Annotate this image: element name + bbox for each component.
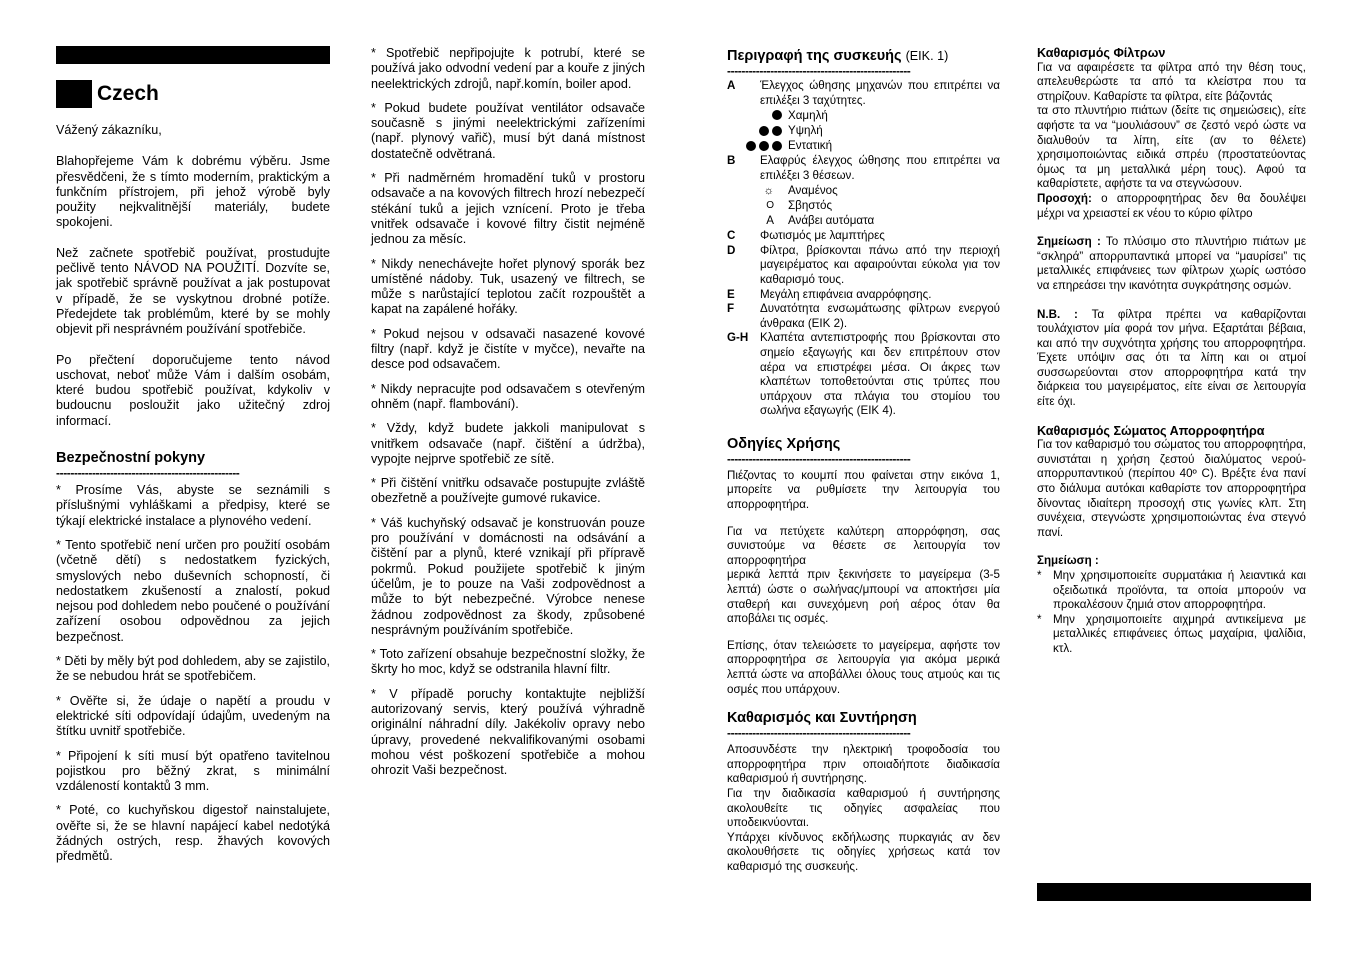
legend-text: Φίλτρα, βρίσκονται πάνω από την περιοχή μαγειρέματος και αφαιρούνται εύκολα για τον καθαρισμό τους.: [760, 243, 1000, 286]
legend-item: [727, 244, 1000, 288]
body-cleaning-title: Καθαρισμός Σώματος Απορροφητήρα: [1037, 423, 1265, 438]
safety-item: * Váš kuchyňský odsavač je konstruován pouze pro používání v domácnosti na odsávání a čištění par a plynů, které vznikají při přípravě pokrmů. Pokud použijete spotřebič k jiným účelům, je to pouze na Vaši zodpovědnost a může to být nebezpečné. Výrobce nenese žádnou zodpovědnost za škody, způsobené nesprávným používáním spotřebiče.: [371, 515, 645, 637]
description-title-text: Περιγραφή της συσκευής: [727, 48, 902, 64]
legend-text: Ελαφρύς έλεγχος ώθησης που επιτρέπει να επιλέξει 3 θέσεων.: [760, 154, 1000, 182]
speed-dot-icon: [759, 126, 769, 136]
header-bar: [56, 46, 330, 64]
safety-item: * Tento spotřebič není určen pro použití osobám (včetně dětí) s nedostatkem fyzických, smyslových nebo duševních schopností, či nedostatkem zkušeností a znalostí, pokud nejsou pod dohledem nebo poučené o používání zařízení osobou odpovědnou za jejich bezpečnost.: [56, 537, 330, 644]
safety-item: * Vždy, když budete jakkoli manipulovat s vnitřkem odsavače (např. čištění a údržba), vypojte nejprve spotřebič ze sítě.: [371, 421, 645, 466]
divider: ---------------------------------------------------: [727, 452, 911, 466]
legend-item: [727, 229, 1000, 244]
safety-item: * Při čištění vnitřku odsavače postupujte zvláště obezřetně a používejte gumové rukavice.: [371, 476, 645, 506]
legend-key: A: [727, 79, 736, 92]
note-2-item: [1037, 569, 1306, 613]
speed-dot-icon: [772, 126, 782, 136]
note-2-label: Σημείωση :: [1037, 554, 1099, 568]
bullet-icon: *: [1037, 612, 1042, 626]
intro-paragraph: Než začnete spotřebič používat, prostudujte pečlivě tento NÁVOD NA POUŽITÍ. Dozvíte se, jak spotřebič správně používat a jak postupovat v případě, že se vyskytnou drobné potíže. Předejdete tak problémům, které by se mohly objevit při nesprávném používání spotřebiče.: [56, 245, 330, 337]
safety-item: * Prosíme Vás, abyste se seznámili s příslušnými vyhláškami a předpisy, které se týkají elektrické instalace a plynového vedení.: [56, 483, 330, 528]
note-1: [1037, 235, 1306, 293]
note-2-text: Μην χρησιμοποιείτε αιχμηρά αντικείμενα με μεταλλικές επιφάνειες όπως μαχαίρια, ψαλίδια, κτλ.: [1053, 612, 1306, 655]
safety-item: * Nikdy nepracujte pod odsavačem s otevřeným ohněm (např. flambování).: [371, 381, 645, 411]
nb-label: N.B. :: [1037, 307, 1078, 321]
legend-text: Δυνατότητα ενσωμάτωσης φίλτρων ενεργού άνθρακα (ΕΙΚ 2).: [760, 302, 1000, 330]
attention-text: ο απορροφητήρας δεν θα δουλέψει μέχρι να χρειαστεί εκ νέου το κύριο φίλτρο: [1037, 191, 1306, 220]
nb-note: [1037, 308, 1306, 410]
speed-dots-2: [727, 124, 788, 139]
legend-item: [727, 331, 1000, 419]
filter-title: Καθαρισμός Φίλτρων: [1037, 46, 1166, 60]
safety-item: * Poté, co kuchyňskou digestoř nainstalujete, ověřte si, že se hlavní napájecí kabel nedotýká žádných ostrých, resp. žhavých kovových předmětů.: [56, 803, 330, 864]
speed-label: Υψηλή: [788, 123, 823, 137]
note-2-item: [1037, 613, 1306, 657]
attention-note: [1037, 192, 1306, 221]
light-off-icon: O: [766, 199, 774, 211]
column-3: [727, 47, 1000, 875]
speed-dots-3: [727, 139, 788, 154]
description-title: [727, 47, 1000, 65]
column-2: [371, 46, 645, 778]
divider: ---------------------------------------------------: [727, 727, 911, 741]
language-title: Czech: [97, 82, 159, 105]
light-option: [727, 214, 1000, 229]
legend-text: Κλαπέτα αντεπιστροφής που βρίσκονται στο σημείο εξαγωγής και δεν επιτρέπουν στον αέρα να επιστρέφει μέσα. Οι άκρες των κλαπέτων τοποθετούνται στις τρύπες που υπάρχουν στα πλάγια του στομίου του σωλήνα εξαγωγής (ΕΙΚ 4).: [760, 331, 1000, 418]
safety-item: * Ověřte si, že údaje o napětí a proudu v elektrické síti odpovídají údajům, uvedeným na štítku uvnitř spotřebiče.: [56, 693, 330, 739]
light-auto-icon: A: [766, 214, 774, 228]
legend-item: [727, 288, 1000, 303]
language-heading: [56, 80, 159, 108]
bullet-icon: *: [1037, 569, 1042, 582]
legend-key: F: [727, 302, 735, 316]
legend-text: Μεγάλη επιφάνεια αναρρόφησης.: [760, 287, 932, 301]
intro-paragraph: Po přečtení doporučujeme tento návod uschovat, neboť může Vám i dalším osobám, které budou spotřebič používat, kdykoliv v budoucnu posloužit jako užitečný zdroj informací.: [56, 352, 330, 428]
safety-item: * Toto zařízení obsahuje bezpečnostní složky, že škrty ho moc, když se odstranila hlavní filtr.: [371, 647, 645, 677]
safety-item: * Připojení k síti musí být opatřeno tavitelnou pojistkou pro běžný zkrat, s minimální vzdáleností kontaktů 3 mm.: [56, 748, 330, 794]
speed-dot-icon: [759, 141, 769, 151]
legend-item: [727, 154, 1000, 183]
speed-dot-icon: [746, 141, 756, 151]
use-title: Οδηγίες Χρήσης: [727, 435, 841, 452]
divider: ---------------------------------------------------: [56, 467, 240, 481]
legend-text: Φωτισμός με λαμπτήρες: [760, 229, 885, 243]
cleaning-paragraph: Αποσυνδέστε την ηλεκτρική τροφοδοσία του απορροφητήρα πριν οποιαδήποτε διαδικασία καθαρισμού ή συντήρησης. Για την διαδικασία καθαρισμού ή συντήρησης ακολουθείτε τις οδηγίες ασφαλείας που υποδεικνύονται. Υπάρχει κίνδυνος εκδήλωσης πυρκαγιάς αν δεν ακολουθήσετε τις οδηγίες χρήσεως κατά τον καθαρισμό της συσκευής.: [727, 743, 1000, 873]
cleaning-title: Καθαρισμός και Συντήρηση: [727, 710, 917, 727]
safety-item: * Pokud nejsou v odsavači nasazené kovové filtry (např. když je čistíte v myčce), nevařte na desce pod odsavačem.: [371, 326, 645, 372]
column-1: [56, 123, 330, 865]
attention-label: Προσοχή:: [1037, 191, 1092, 205]
safety-title: Bezpečnostní pokyny: [56, 450, 206, 467]
column-4: [1037, 46, 1306, 657]
light-on-icon: ☼: [763, 183, 774, 197]
legend-key: B: [727, 154, 736, 168]
light-label: Ανάβει αυτόματα: [788, 214, 875, 228]
legend-key: G-H: [727, 331, 749, 345]
safety-item: * V případě poruchy kontaktujte nejbližší autorizovaný servis, který používá výhradně originální náhradní díly. Jakékoliv opravy nebo úpravy, provedené nekvalifikovanými osobami mohou vést poškození spotřebiče a mohou ohrozit Vaši bezpečnost.: [371, 686, 645, 778]
language-marker: [56, 80, 92, 108]
note-1-text: Το πλύσιμο στο πλυντήριο πιάτων με “σκληρά” απορρυπαντικά μπορεί να “μαυρίσει” τις μεταλλικές επιφάνειες των φίλτρων χωρίς ωστόσο να επηρεάσει την ικανότητα συγκράτησης οσμών.: [1037, 235, 1306, 292]
legend-key: D: [727, 243, 736, 257]
use-paragraph: Για να πετύχετε καλύτερη απορρόφηση, σας συνιστούμε να θέσετε σε λειτουργία τον απορροφητήρα μερικά λεπτά πριν ξεκινήσετε το μαγείρεμα (3-5 λεπτά) ώστε ο σωλήνας/μπουρί να αποκτήσει μία σταθερή και συνεχόμενη ροή αέρος όταν θα αποβάλει τις οσμές.: [727, 524, 1000, 626]
body-cleaning-text: Για τον καθαρισμό του σώματος του απορροφητήρα, συνιστάται η χρήση ζεστού διαλύματος νερού-απορρυπαντικού (περίπου 40º C). Βρέξτε ένα πανί στο διάλυμα αυτόκαι καθαρίστε τον απορροφητήρα δίνοντας ιδιαίτερη προσοχή στις γωνίες κλπ. Στη συνέχεια, στεγνώστε χρησιμοποιώντας ένα στεγνό πανί.: [1037, 438, 1306, 539]
legend-key: C: [727, 229, 736, 243]
speed-label: Εντατική: [788, 139, 833, 153]
greeting: Vážený zákazníku,: [56, 123, 162, 137]
footer-bar: [1037, 883, 1311, 901]
safety-item: * Nikdy nenechávejte hořet plynový sporák bez umístěné nádoby. Tuk, usazený ve filtrech, se může s narůstající teplotou začít rozpouštět a kapat na zapálené hořáky.: [371, 256, 645, 317]
legend-item: [727, 302, 1000, 331]
note-2-text: Μην χρησιμοποιείτε συρματάκια ή λειαντικά και οξειδωτικά προϊόντα, τα οποία μπορούν να προκαλέσουν ζημιά στον απορροφητήρα.: [1053, 569, 1306, 612]
speed-dot-icon: [772, 110, 782, 120]
filter-text: Για να αφαιρέσετε τα φίλτρα από την θέση τους, απελευθερώστε τα από τα κλείστρα που τα στηρίζουν. Καθαρίστε τα φίλτρα, είτε βάζοντάς τα στο πλυντήριο πιάτων (δείτε τις σημειώσεις), είτε αφήστε τα να “μουλιάσουν” σε ζεστό νερό ώστε να διαλυθούν τα λίπη, είτε (αν το θέλετε) χρησιμοποιώντας ειδικά σπρέυ (προστατεύοντας όμως τα μη μεταλλικά μέρη τους). Αφού τα καθαρίστετε, αφήστε τα να στεγνώσουν.: [1037, 60, 1306, 191]
speed-label: Χαμηλή: [788, 108, 828, 122]
light-label: Σβηστός: [788, 198, 833, 212]
speed-option: [727, 108, 1000, 123]
light-option: [727, 183, 1000, 198]
safety-item: * Děti by měly být pod dohledem, aby se zajistilo, že se nebudou hrát se spotřebičem.: [56, 654, 330, 684]
nb-text: Τα φίλτρα πρέπει να καθαρίζονται τουλάχιστον μία φορά τον μήνα. Εξαρτάται βέβαια, και από την συχνότητα χρήσης του απορροφητήρα. Έχετε υπόψιν σας ότι τα λίπη και οι ατμοί συσσωρεύονται στον απορροφητήρα κατά την διάρκεια του μαγειρέματος, είτε είναι σε λειτουργία είτε όχι.: [1037, 307, 1306, 409]
legend-text: Έλεγχος ώθησης μηχανών που επιτρέπει να επιλέξει 3 ταχύτητες.: [760, 79, 1000, 107]
light-label: Αναμένος: [788, 183, 838, 197]
divider: ---------------------------------------------------: [727, 65, 911, 78]
intro-paragraph: Blahopřejeme Vám k dobrému výběru. Jsme přesvědčeni, že s tímto moderním, praktickým a funkčním přístrojem, při jehož výrobě byly použity nejkvalitnější materiály, budete spokojeni.: [56, 154, 330, 230]
speed-dot-icon: [772, 141, 782, 151]
description-figure-ref: (ΕΙΚ. 1): [905, 49, 949, 63]
speed-option: [727, 139, 1000, 154]
speed-dots-1: [727, 109, 788, 124]
use-paragraph: Επίσης, όταν τελειώσετε το μαγείρεμα, αφήστε τον απορροφητήρα σε λειτουργία για ακόμα μερικά λεπτά ώστε να αποβάλλει όλους τους ατμούς και τις οσμές που υπάρχουν.: [727, 638, 1000, 696]
safety-item: * Při nadměrném hromadění tuků v prostoru odsavače a na kovových filtrech hrozí nebezpečí stékání tuků a jejich vznícení. Proto je třeba vnitřek odsavače i kovové filtry čistit nejméně jednou za měsíc.: [371, 171, 645, 247]
safety-item: * Spotřebič nepřipojujte k potrubí, které se používá jako odvodní vedení par a kouře z jiných neelektrických zdrojů, např.komín, boiler apod.: [371, 46, 645, 91]
safety-item: * Pokud budete používat ventilátor odsavače současně s jinými neelektrickými zařízeními (např. plynový vařič), musí být daná místnost dostatečně odvětraná.: [371, 100, 645, 161]
note-1-label: Σημείωση :: [1037, 235, 1101, 249]
legend-key: E: [727, 287, 735, 301]
speed-option: [727, 123, 1000, 138]
use-paragraph: Πιέζοντας το κουμπί που φαίνεται στην εικόνα 1, μπορείτε να ρυθμίσετε την λειτουργία του απορροφητήρα.: [727, 468, 1000, 512]
light-option: [727, 199, 1000, 214]
legend-item: [727, 79, 1000, 108]
